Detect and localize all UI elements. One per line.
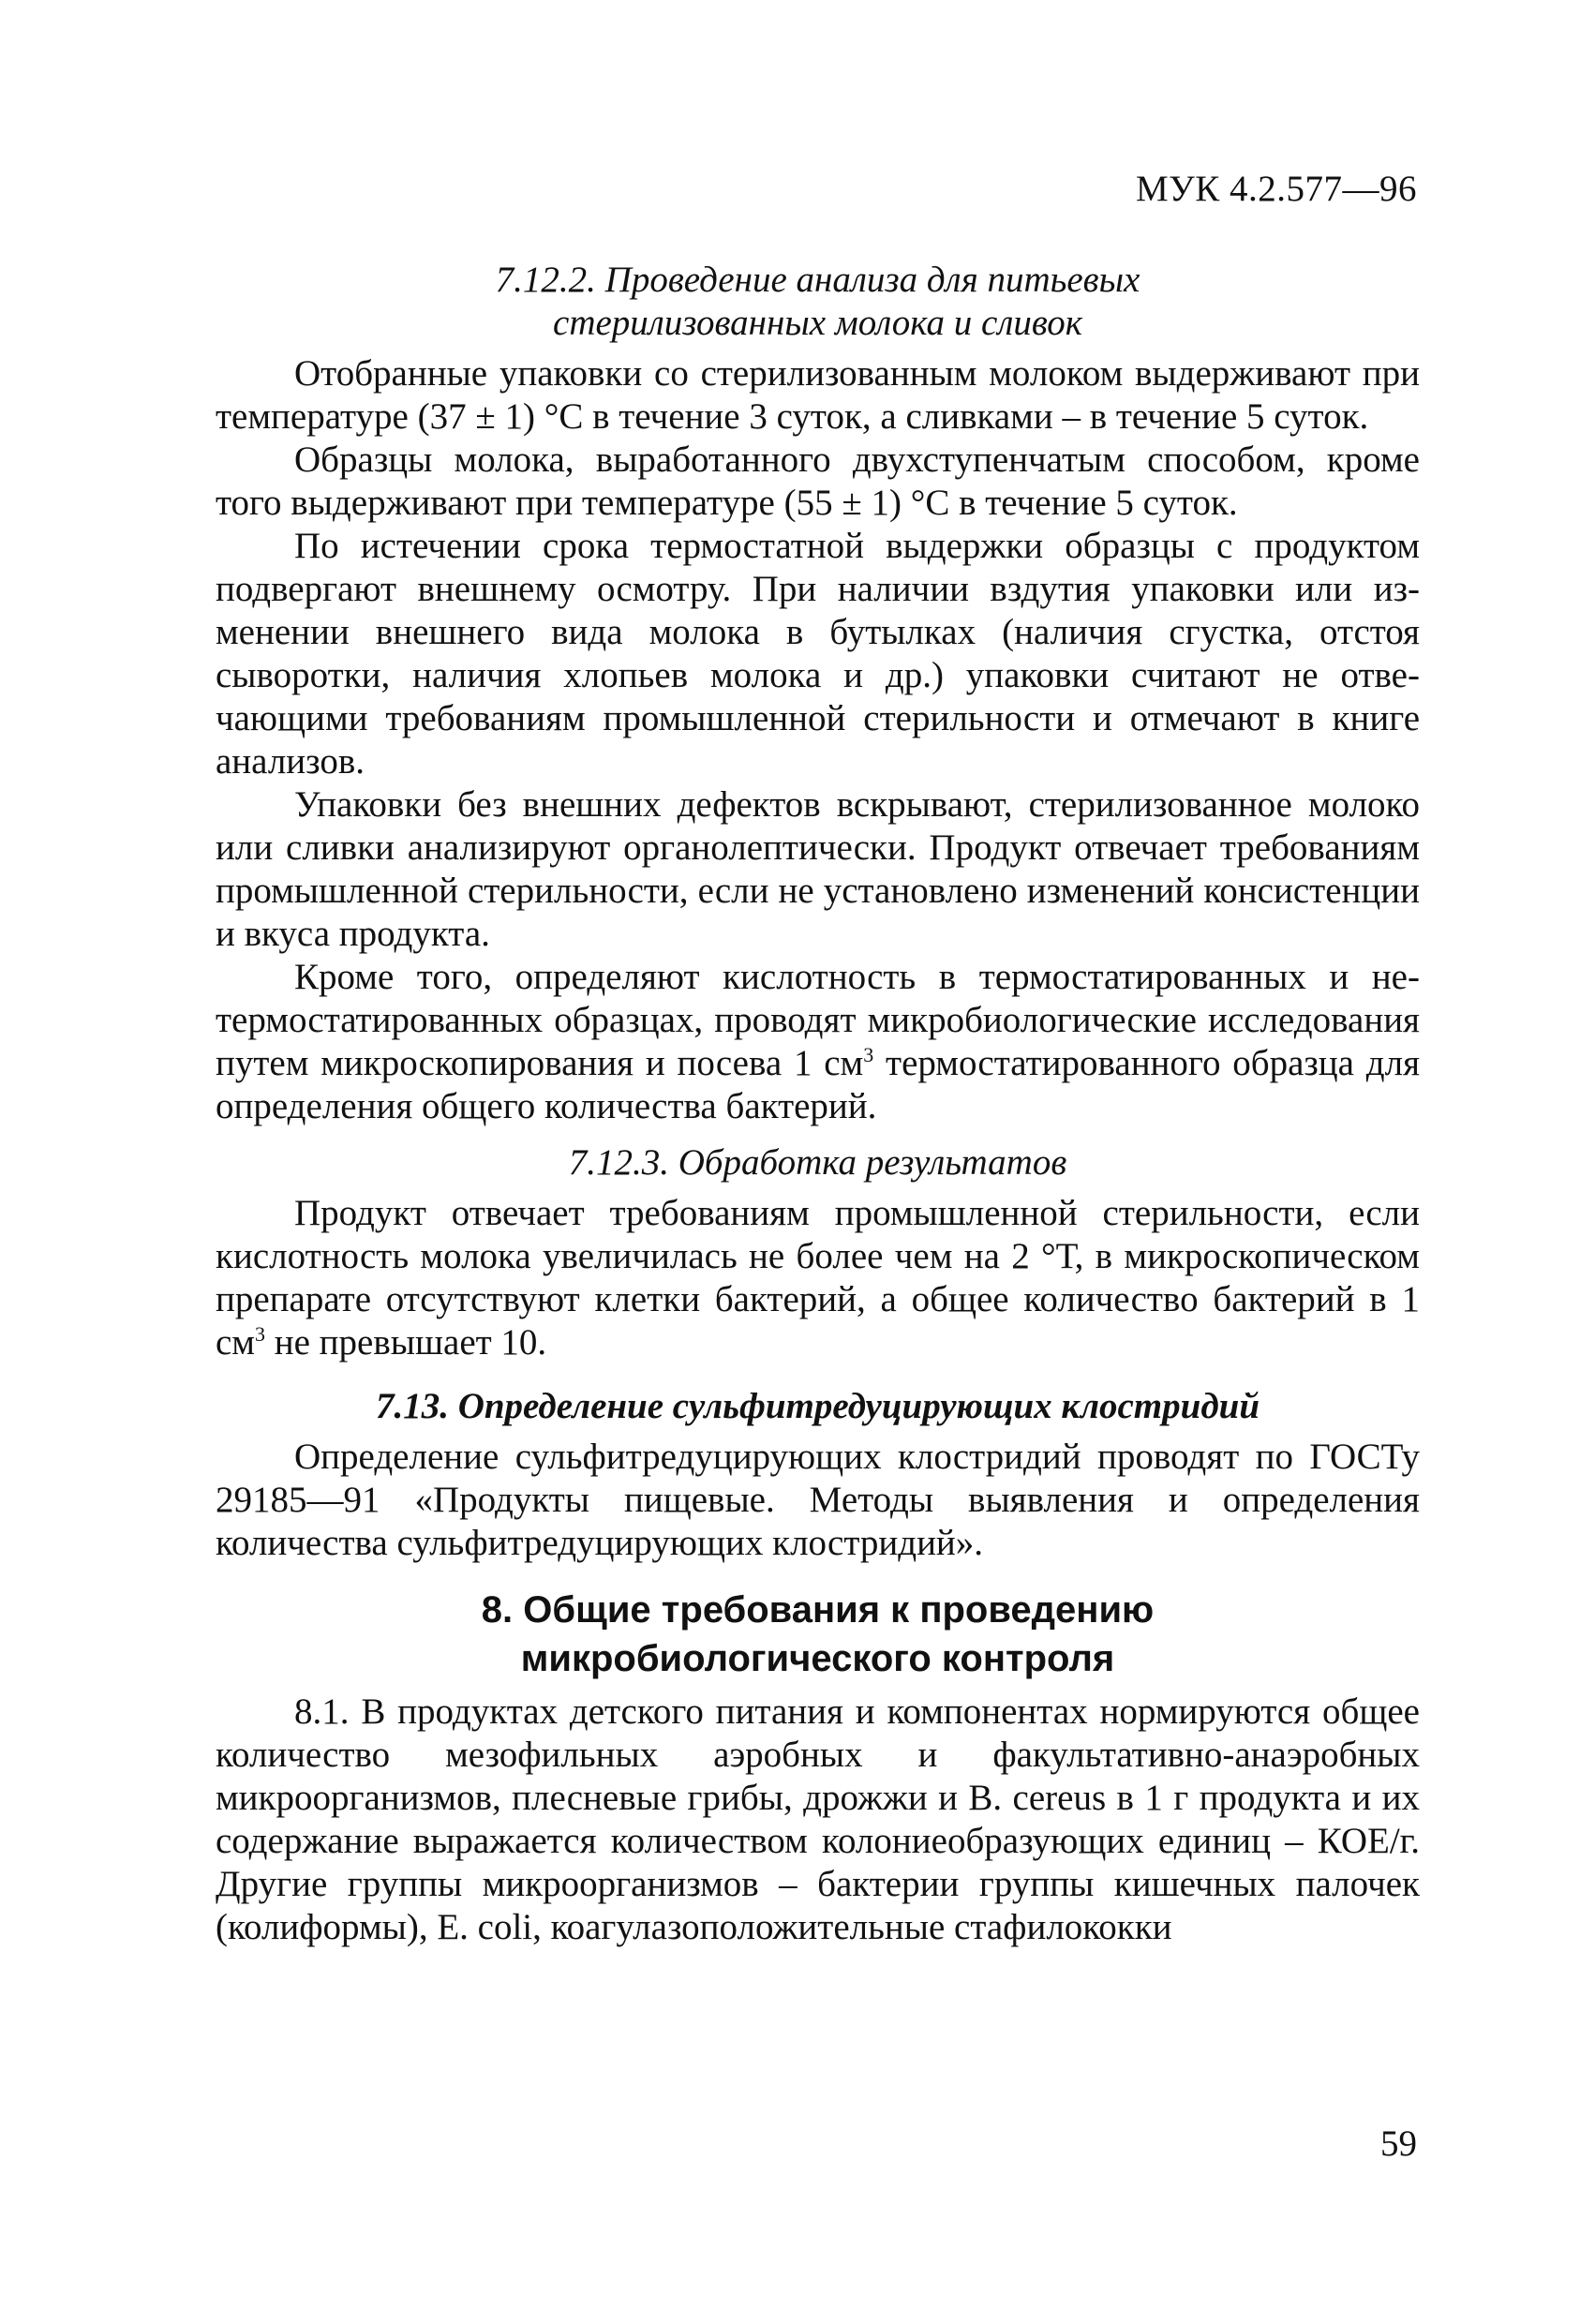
- paragraph-text: Кроме того, определяют кислотность в термостатированных и нетермостатированных образцах, проводят микробиологические исследования путем микроскопирования и посева 1 см: [216, 957, 1420, 1083]
- paragraph-7-12-2-5: [216, 956, 1420, 1128]
- section-8-title-line2: микробиологического контроля: [520, 1638, 1115, 1679]
- subsection-7-12-3-title: 7.12.3. Обработка результатов: [568, 1142, 1067, 1183]
- paragraph-7-12-3-1: [216, 1192, 1420, 1364]
- subsection-7-13-title: 7.13. Определение сульфитредуцирующих клостридий: [375, 1386, 1260, 1426]
- paragraph-8-1: 8.1. В продуктах детского питания и компонентах нормируются общее количество мезофильных аэробных и факультативно-анаэробных микроорганизмов, плесневые грибы, дрожжи и B. cereus в 1 г продукта и их содержание выражается количеством колониеобразующих единиц – КОЕ/г. Другие группы микроорганизмов – бактерии группы кишечных палочек (колиформы), E. coli, коагулазоположительные стафилококки: [216, 1691, 1420, 1947]
- page-content: [216, 259, 1420, 1949]
- subsection-7-12-2-title-line1: 7.12.2. Проведение анализа для питьевых: [495, 260, 1140, 300]
- paragraph-7-13-1: Определение сульфитредуцирующих клостридий проводят по ГОСТу 29185—91 «Продукты пищевые. Методы выявления и определения количества сульфитредуцирующих клостридий».: [216, 1437, 1420, 1563]
- paragraph-7-12-2-2: Образцы молока, выработанного двухступенчатым способом, кроме того выдерживают при температуре (55 ± 1) °С в течение 5 суток.: [216, 439, 1420, 523]
- paragraph-7-12-2-3: По истечении срока термостатной выдержки образцы с продуктом подвергают внешнему осмотру. При наличии вздутия упаковки или изменении внешнего вида молока в бутылках (наличия сгустка, отстоя сыворотки, наличия хлопьев молока и др.) упаковки считают не отвечающими требованиям промышленной стерильности и отмечают в книге анализов.: [216, 526, 1420, 782]
- page-number: 59: [1380, 2123, 1417, 2164]
- paragraph-7-12-2-4: Упаковки без внешних дефектов вскрывают, стерилизованное молоко или сливки анализируют органолептически. Продукт отвечает требованиям промышленной стерильности, если не установлено изменений консистенции и вкуса продукта.: [216, 784, 1420, 954]
- paragraph-text: термостатированного образца для определения общего количества бактерий.: [216, 1043, 1421, 1126]
- document-code-header: МУК 4.2.577—96: [1135, 169, 1417, 209]
- subsection-7-12-2-title-line2: стерилизованных молока и сливок: [553, 303, 1082, 343]
- superscript: 3: [863, 1043, 874, 1066]
- superscript: 3: [255, 1322, 265, 1346]
- paragraph-text: Продукт отвечает требованиям промышленной стерильности, если кислотность молока увеличилась не более чем на 2 °Т, в микроскопическом препарате отсутствуют клетки бактерий, а общее количество бактерий в 1 см: [216, 1193, 1420, 1363]
- paragraph-text: не превышает 10.: [265, 1322, 547, 1363]
- section-8-title-line1: 8. Общие требования к проведению: [481, 1589, 1155, 1631]
- paragraph-7-12-2-1: Отобранные упаковки со стерилизованным молоком выдерживают при температуре (37 ± 1) °С в течение 3 суток, а сливками – в течение 5 суток.: [216, 353, 1420, 437]
